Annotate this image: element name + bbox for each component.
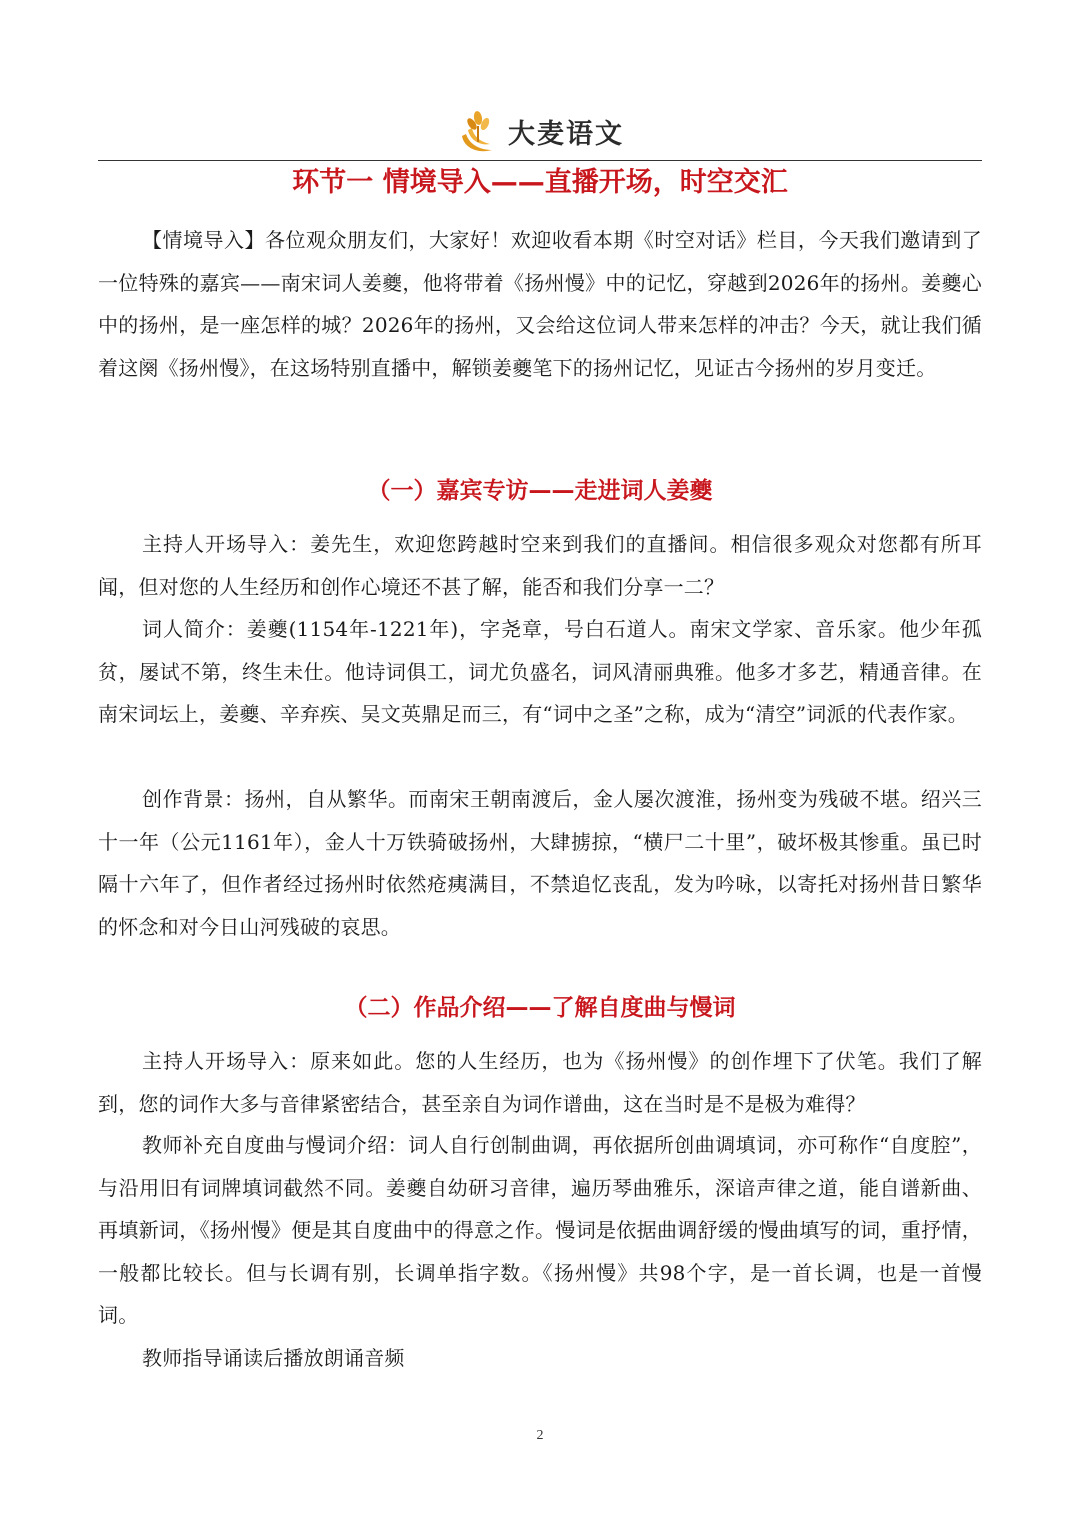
- section-title: 环节一 情境导入——直播开场，时空交汇: [292, 167, 788, 198]
- part2-teacher-paragraph: 教师补充自度曲与慢词介绍：词人自行创制曲调，再依据所创曲调填词，亦可称作“自度腔”，与沿用旧有词牌填词截然不同。姜夔自幼研习音律，遍历琴曲雅乐，深谙声律之道，能自谱新曲、再填新词，《扬州慢》便是其自度曲中的得意之作。慢词是依据曲调舒缓的慢曲填写的词，重抒情，一般都比较长。但与长调有别，长调单指字数。《扬州慢》共98个字，是一首长调，也是一首慢词。: [98, 1133, 982, 1328]
- header-divider: [98, 160, 982, 161]
- part1-host-paragraph: 主持人开场导入：姜先生，欢迎您跨越时空来到我们的直播间。相信很多观众对您都有所耳闻，但对您的人生经历和创作心境还不甚了解，能否和我们分享一二？: [98, 532, 982, 599]
- intro-paragraph: 【情境导入】各位观众朋友们，大家好！欢迎收看本期《时空对话》栏目，今天我们邀请到了一位特殊的嘉宾——南宋词人姜夔，他将带着《扬州慢》中的记忆，穿越到2026年的扬州。姜夔心中的扬州，是一座怎样的城？2026年的扬州，又会给这位词人带来怎样的冲击？今天，就让我们循着这阕《扬州慢》，在这场特别直播中，解锁姜夔笔下的扬州记忆，见证古今扬州的岁月变迁。: [98, 228, 982, 380]
- part2-guide-paragraph: 教师指导诵读后播放朗诵音频: [142, 1346, 405, 1370]
- document-page: [98, 0, 982, 1527]
- page-number: 2: [536, 1428, 544, 1443]
- wheat-emblem-icon: [456, 106, 502, 156]
- logo-text: 大麦语文: [508, 118, 624, 150]
- part2-host-paragraph: 主持人开场导入：原来如此。您的人生经历，也为《扬州慢》的创作埋下了伏笔。我们了解到，您的词作大多与音律紧密结合，甚至亲自为词作谱曲，这在当时是不是极为难得？: [98, 1049, 982, 1116]
- part1-bio-paragraph: 词人简介：姜夔(1154年-1221年)，字尧章，号白石道人。南宋文学家、音乐家。他少年孤贫，屡试不第，终生未仕。他诗词俱工，词尤负盛名，词风清丽典雅。他多才多艺，精通音律。在南宋词坛上，姜夔、辛弃疾、吴文英鼎足而三，有“词中之圣”之称，成为“清空”词派的代表作家。: [98, 617, 982, 727]
- part2-title: （二）作品介绍——了解自度曲与慢词: [344, 995, 736, 1021]
- header-logo: [98, 104, 982, 158]
- part1-background-paragraph: 创作背景：扬州，自从繁华。而南宋王朝南渡后，金人屡次渡淮，扬州变为残破不堪。绍兴三十一年（公元1161年），金人十万铁骑破扬州，大肆掳掠，“横尸二十里”，破坏极其惨重。虽已时隔十六年了，但作者经过扬州时依然疮痍满目，不禁追忆丧乱，发为吟咏，以寄托对扬州昔日繁华的怀念和对今日山河残破的哀思。: [98, 787, 982, 939]
- part1-title: （一）嘉宾专访——走进词人姜夔: [367, 478, 713, 504]
